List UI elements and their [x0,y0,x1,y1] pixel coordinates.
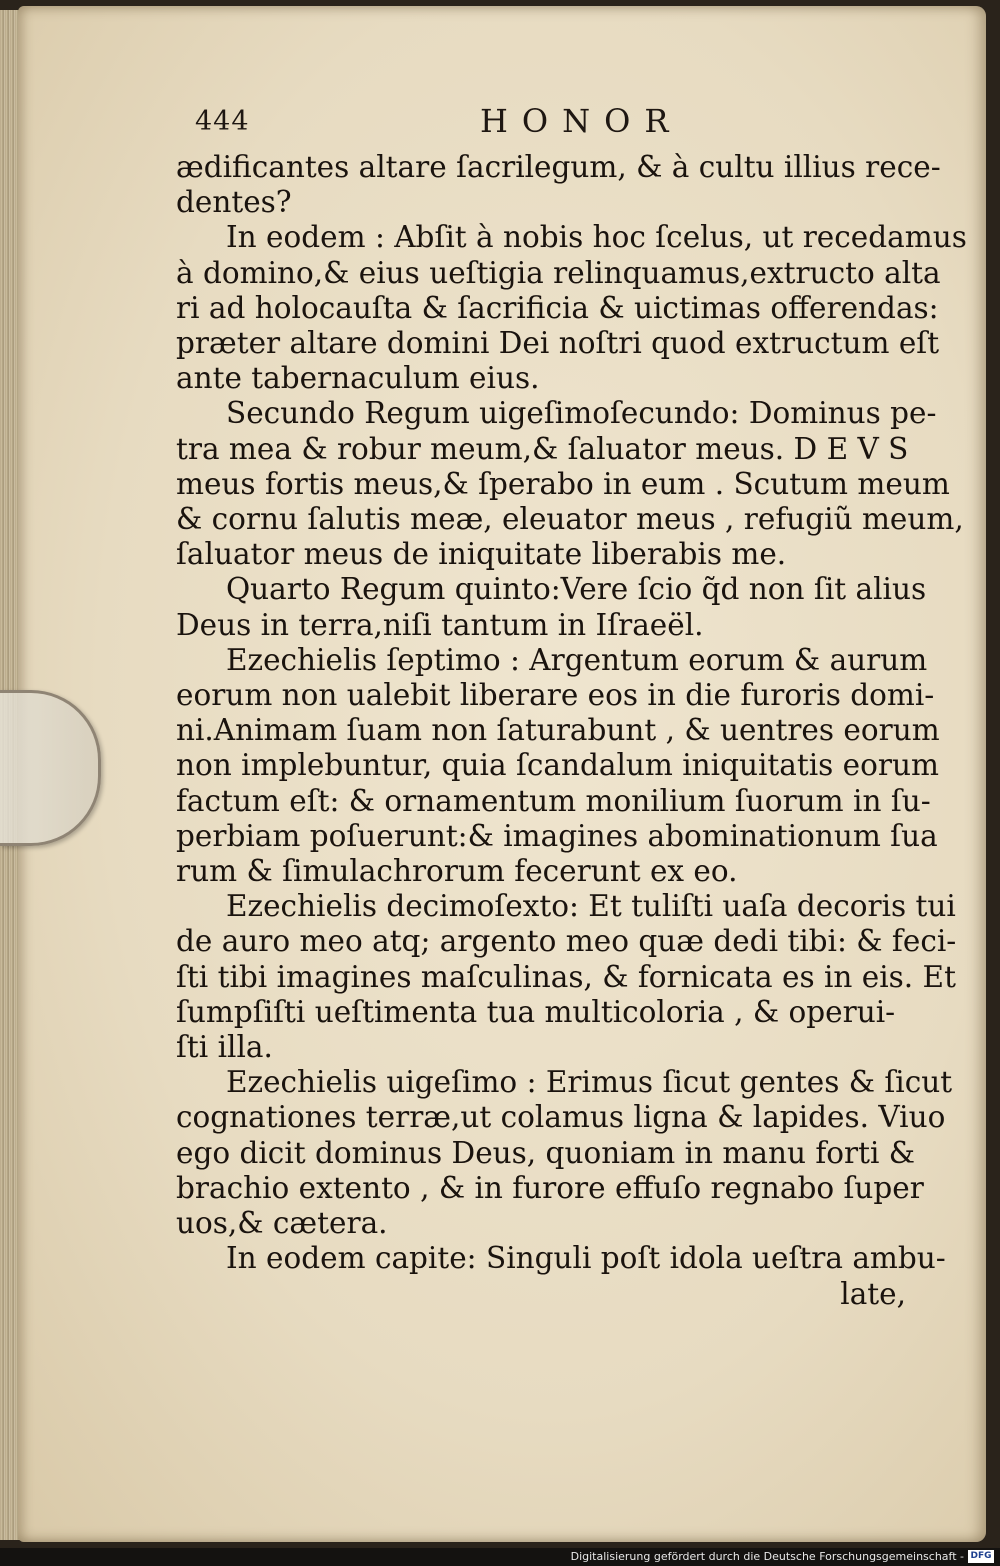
text-line: ni.Animam ſuam non ſaturabunt , & uentres eorum [176,713,940,748]
text-line: ſti tibi imagines maſculinas, & fornicata es in eis. Et [176,959,956,994]
text-line: In eodem capite: Singuli poſt idola ueſtra ambu- [226,1241,946,1276]
page-header [195,100,895,140]
paragraph [176,889,957,1065]
text-line: tra mea & robur meum,& ſaluator meus. D E V S [176,431,909,466]
running-head: HONOR [480,102,683,140]
body-text [176,150,967,1312]
text-line: uos,& cætera. [176,1206,388,1241]
dfg-logo: DFG [968,1550,994,1563]
paragraph [176,150,941,220]
text-line: ædificantes altare ſacrilegum, & à cultu illius rece- [176,150,941,184]
paragraph [176,1065,953,1241]
catchword: late, [840,1276,906,1311]
text-line: Quarto Regum quinto:Vere ſcio q̃d non ſit alius [226,572,927,607]
text-line: In eodem : Abſit à nobis hoc ſcelus, ut recedamus [226,220,967,255]
text-line: ante tabernaculum eius. [176,361,540,396]
footer-bar [0,1548,1000,1566]
text-line: Deus in terra,niſi tantum in Iſraeël. [176,607,704,642]
text-line: Ezechielis ſeptimo : Argentum eorum & aurum [226,642,928,677]
text-line: dentes? [176,185,292,220]
text-line: ego dicit dominus Deus, quoniam in manu forti & [176,1135,916,1170]
text-line: & cornu ſalutis meæ, eleuator meus , refugiũ meum, [176,502,964,537]
paragraph [176,1241,946,1276]
text-line: rum & ſimulachrorum fecerunt ex eo. [176,854,738,889]
text-line: de auro meo atq; argento meo quæ dedi tibi: & feci- [176,924,957,959]
paragraph [176,642,940,889]
text-line: factum eſt: & ornamentum monilium ſuorum in ſu- [176,783,931,818]
text-line: eorum non ualebit liberare eos in die furoris domi- [176,678,935,713]
text-line: brachio extento , & in furore effuſo regnabo ſuper [176,1170,924,1205]
text-line: perbiam poſuerunt:& imagines abominationum ſua [176,818,938,853]
text-line: Ezechielis uigeſimo : Erimus ſicut gentes & ſicut [226,1065,953,1100]
text-line: ſti illa. [176,1030,273,1065]
paragraph [176,220,967,396]
text-line: à domino,& eius ueſtigia relinquamus,extructo alta [176,255,941,290]
digitization-credit: Digitalisierung gefördert durch die Deutsche Forschungsgemeinschaft - [570,1550,964,1563]
text-line: meus fortis meus,& ſperabo in eum . Scutum meum [176,466,950,501]
text-line: Ezechielis decimoſexto: Et tuliſti uaſa decoris tui [226,889,956,924]
text-line: non implebuntur, quia ſcandalum iniquitatis eorum [176,748,939,783]
text-line: ſaluator meus de iniquitate liberabis me. [176,537,787,572]
page-number: 444 [195,106,250,137]
text-line: ri ad holocauſta & ſacrificia & uictimas offerendas: [176,290,939,325]
text-line: ſumpſiſti ueſtimenta tua multicoloria , & operui- [176,994,896,1029]
paragraph [176,396,964,572]
text-line: cognationes terræ,ut colamus ligna & lapides. Viuo [176,1100,946,1135]
paragraph [176,572,927,642]
text-line: præter altare domini Dei noſtri quod extructum eſt [176,326,940,361]
text-line: Secundo Regum uigeſimoſecundo: Dominus pe- [226,396,937,431]
